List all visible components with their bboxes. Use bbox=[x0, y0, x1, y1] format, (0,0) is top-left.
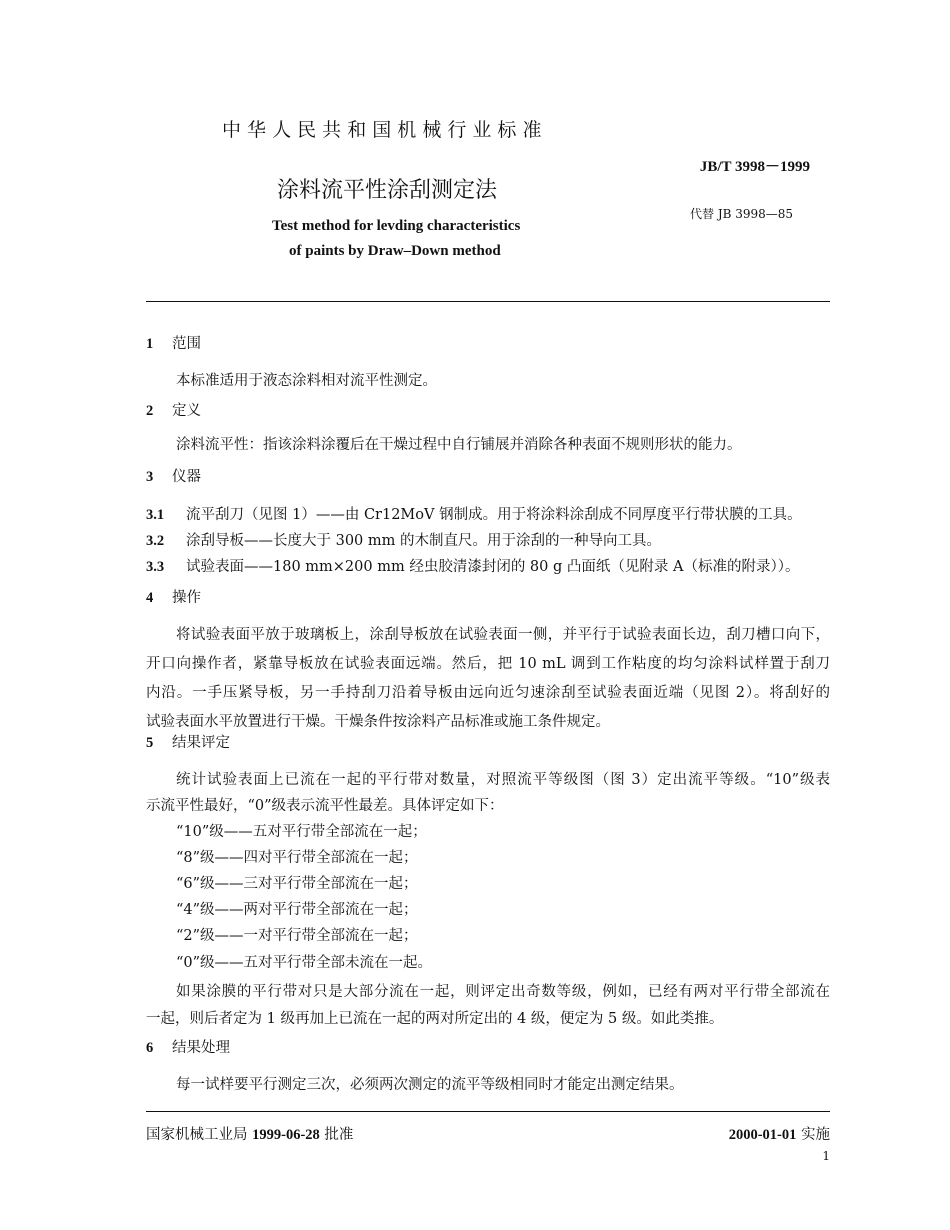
replaces-note: 代替 JB 3998—85 bbox=[690, 207, 794, 221]
paragraph: 每一试样要平行测定三次，必须两次测定的流平等级相同时才能定出测定结果。 bbox=[176, 1077, 684, 1093]
grade-item: “2”级——一对平行带全部流在一起； bbox=[176, 928, 418, 944]
footer-rule bbox=[146, 1111, 830, 1112]
grade-item: “6”级——三对平行带全部流在一起； bbox=[176, 876, 418, 892]
header-rule bbox=[146, 301, 830, 302]
grade-item: “0”级——五对平行带全部未流在一起。 bbox=[176, 955, 433, 971]
list-item: 3.3 试验表面——180 mm×200 mm 经虫胶清漆封闭的 80 g 凸面纸（见附录 A（标准的附录））。 bbox=[146, 559, 800, 575]
grade-item: “8”级——四对平行带全部流在一起； bbox=[176, 850, 418, 866]
list-item: 3.1 流平刮刀（见图 1）——由 Cr12MoV 钢制成。用于将涂料涂刮成不同厚度平行带状膜的工具。 bbox=[146, 507, 802, 523]
section-heading: 3 仪器 bbox=[146, 469, 201, 485]
grade-item: “4”级——两对平行带全部流在一起； bbox=[176, 902, 418, 918]
approval-line: 国家机械工业局 1999-06-28 批准 bbox=[146, 1127, 354, 1143]
standard-code: JB/T 3998－1999 bbox=[699, 159, 810, 175]
paragraph-line: 内沿。一手压紧导板，另一手持刮刀沿着导板由远向近匀速涂刮至试验表面近端（见图 2）。将刮好的 bbox=[146, 685, 830, 701]
paragraph-line: 示流平性最好，“0”级表示流平性最差。具体评定如下： bbox=[146, 798, 504, 814]
title-cn: 涂料流平性涂刮测定法 bbox=[277, 178, 498, 203]
paragraph: 涂料流平性：指该涂料涂覆后在干燥过程中自行铺展并消除各种表面不规则形状的能力。 bbox=[176, 437, 742, 453]
section-heading: 4 操作 bbox=[146, 590, 201, 606]
paragraph-line: 一起，则后者定为 1 级再加上已流在一起的两对所定出的 4 级，便定为 5 级。如此类推。 bbox=[146, 1011, 724, 1027]
paragraph: 本标准适用于液态涂料相对流平性测定。 bbox=[176, 373, 437, 389]
section-heading: 2 定义 bbox=[146, 403, 201, 419]
page-number: 1 bbox=[822, 1149, 830, 1163]
section-heading: 1 范围 bbox=[146, 336, 201, 352]
paragraph-line: 如果涂膜的平行带对只是大部分流在一起，则评定出奇数等级，例如，已经有两对平行带全部流在 bbox=[176, 984, 830, 1000]
title-en-line-1: Test method for levding characteristics bbox=[272, 218, 521, 234]
issuing-standard-category: 中 华 人 民 共 和 国 机 械 行 业 标 准 bbox=[222, 119, 542, 141]
section-heading: 5 结果评定 bbox=[146, 735, 230, 751]
grade-item: “10”级——五对平行带全部流在一起； bbox=[176, 824, 427, 840]
list-item: 3.2 涂刮导板——长度大于 300 mm 的木制直尺。用于涂刮的一种导向工具。 bbox=[146, 533, 662, 549]
section-heading: 6 结果处理 bbox=[146, 1040, 230, 1056]
paragraph-line: 将试验表面平放于玻璃板上，涂刮导板放在试验表面一侧，并平行于试验表面长边，刮刀槽口向下， bbox=[176, 627, 830, 643]
paragraph-line: 开口向操作者，紧靠导板放在试验表面远端。然后，把 10 mL 调到工作粘度的均匀涂料试样置于刮刀 bbox=[146, 656, 830, 672]
paragraph-line: 统计试验表面上已流在一起的平行带对数量，对照流平等级图（图 3）定出流平等级。“10”级表 bbox=[176, 772, 830, 788]
paragraph-line: 试验表面水平放置进行干燥。干燥条件按涂料产品标准或施工条件规定。 bbox=[146, 714, 610, 730]
title-en-line-2: of paints by Draw–Down method bbox=[289, 243, 501, 259]
implementation-line: 2000-01-01 实施 bbox=[728, 1127, 830, 1143]
